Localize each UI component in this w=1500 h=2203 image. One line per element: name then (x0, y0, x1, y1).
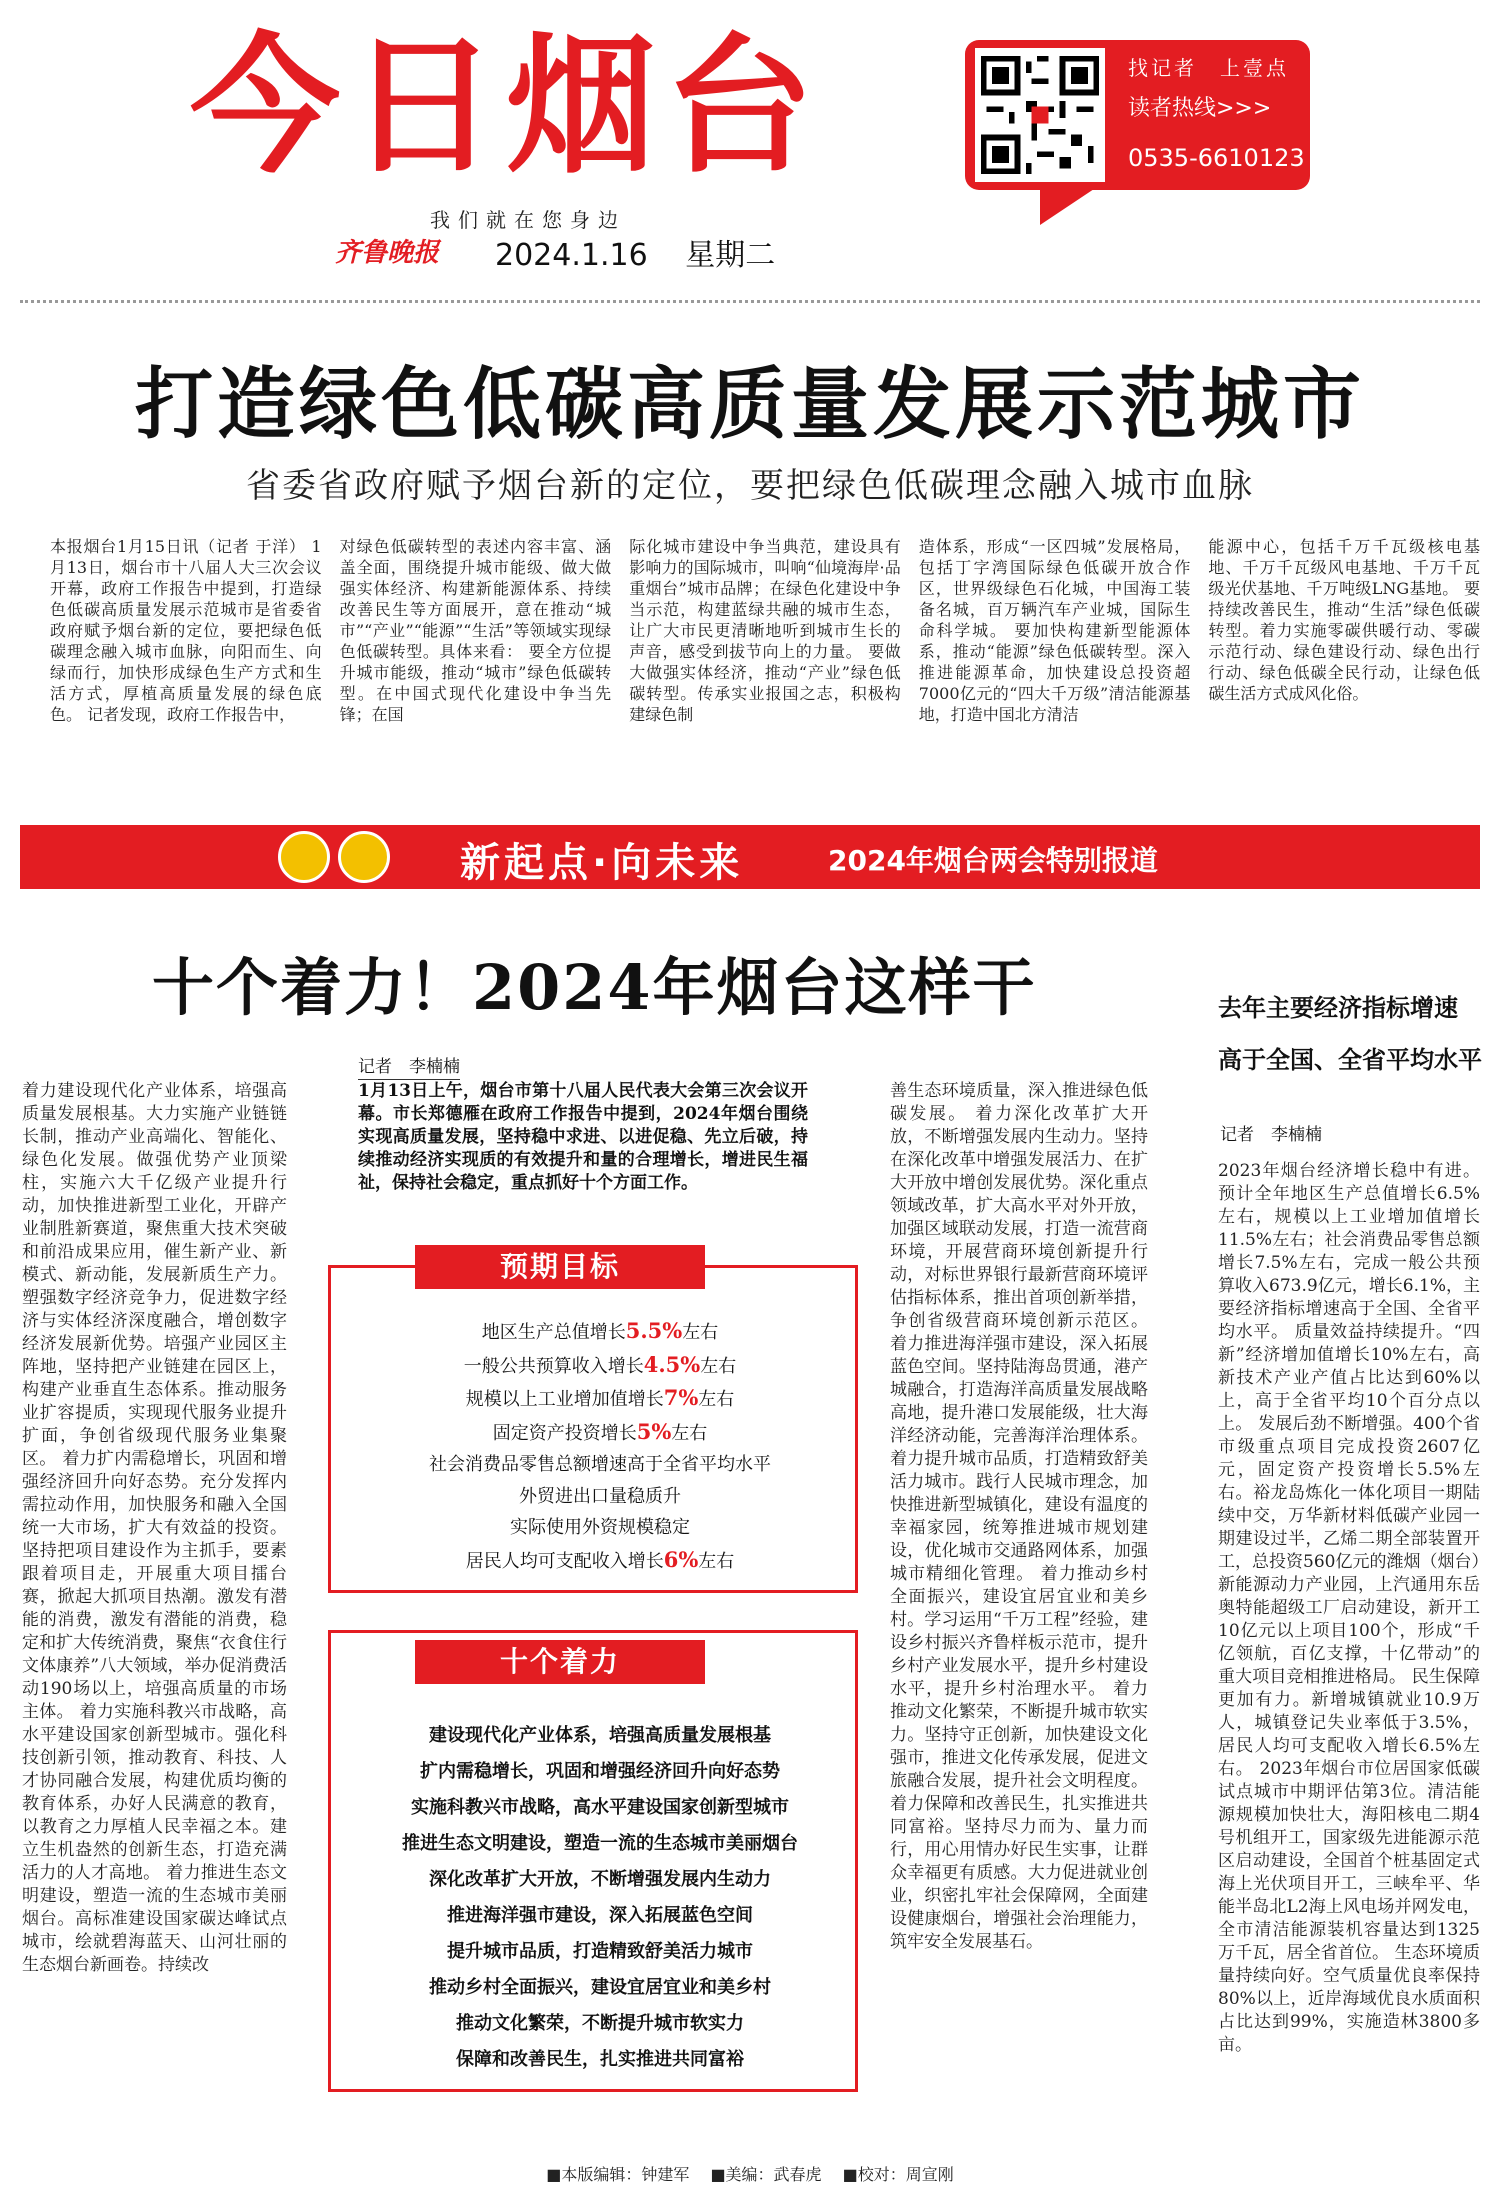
reader-hotline (1128, 52, 1305, 172)
focus-item: 深化改革扩大开放，不断增强发展内生动力 (429, 1869, 771, 1890)
side-article-title (1218, 982, 1482, 1086)
goal-label: 居民人均可支配收入增长 (465, 1550, 664, 1572)
focus-item: 提升城市品质，打造精致舒美活力城市 (447, 1941, 753, 1962)
cppcc-emblem-icon (338, 831, 390, 883)
goal-figure: 4.5% (643, 1351, 701, 1377)
goal-item (350, 1512, 850, 1544)
focus-box-title: 十个着力 (415, 1640, 705, 1684)
feature-left-column: 着力建设现代化产业体系，培强高质量发展根基。大力实施产业链链长制，推动产业高端化、智能化、绿色化发展。做强优势产业顶梁柱，实施六大千亿级产业提升行动，加快推进新型工业化，开辟产业制胜新赛道，聚焦重大技术突破和前沿成果应用，催生新产业、新模式、新动能，发展新质生产力。塑强数字经济竞争力，促进数字经济与实体经济深度融合，增创数字经济发展新优势。培强产业园区主阵地，坚持把产业链建在园区上，构建产业垂直生态体系。推动服务业扩容提质，实现现代服务业提升扩面，争创省级现代服务业集聚区。 着力扩内需稳增长，巩固和增强经济回升向好态势。充分发挥内需拉动作用，加快服务和融入全国统一大市场，扩大有效益的投资。坚持把项目建设作为主抓手，要素跟着项目走，开展重大项目擂台赛，掀起大抓项目热潮。激发有潜能的消费，激发有潜能的消费，稳定和扩大传统消费，聚焦“衣食住行文体康养”八大领域，举办促消费活动190场以上，培强高质量的市场主体。 着力实施科教兴市战略，高水平建设国家创新型城市。强化科技创新引领，推动教育、科技、人才协同融合发展，构建优质均衡的教育体系，办好人民满意的教育，以教育之力厚植人民幸福之本。建立生机盎然的创新生态，打造充满活力的人才高地。 着力推进生态文明建设，塑造一流的生态城市美丽烟台。高标准建设国家碳达峰试点城市，绘就碧海蓝天、山河壮丽的生态烟台新画卷。持续改 (22, 1081, 287, 1975)
article-column: 对绿色低碳转型的表述内容丰富、涵盖全面，围绕提升城市能级、做大做强实体经济、构建新能源体系、持续改善民生等方面展开，意在推动“城市”“产业”“能源”“生活”等领域实现绿色低碳转型。具体来看： 要全方位提升城市能级，推动“城市”绿色低碳转型。在中国式现代化建设中争当先锋；在国 (339, 537, 612, 724)
feature-headline: 十个着力！2024年烟台这样干 (152, 951, 1037, 1024)
focus-item: 实施科教兴市战略，高水平建设国家创新型城市 (411, 1797, 789, 1818)
masthead-divider (20, 300, 1480, 303)
side-article-byline: 记者 李楠楠 (1220, 1125, 1322, 1145)
headline: 打造绿色低碳高质量发展示范城市 (134, 359, 1365, 450)
issue-date: 2024.1.16 (495, 238, 648, 273)
focus-item: 推进生态文明建设，塑造一流的生态城市美丽烟台 (402, 1833, 798, 1854)
slogan: 我们就在您身边 (430, 208, 626, 232)
goal-label: 规模以上工业增加值增长 (465, 1389, 664, 1410)
focus-item: 推动乡村全面振兴，建设宜居宜业和美乡村 (429, 1977, 771, 1998)
goal-figure: 7% (663, 1385, 699, 1410)
focus-list (350, 1718, 850, 2078)
side-title-line: 高于全国、全省平均水平 (1218, 1045, 1482, 1074)
goal-label: 一般公共预算收入增长 (463, 1355, 644, 1377)
page-credits (0, 2162, 1500, 2185)
issue-weekday: 星期二 (685, 238, 776, 273)
feature-lead: 1月13日上午，烟台市第十八届人民代表大会第三次会议开幕。市长郑德雁在政府工作报告中提到，2024年烟台围绕实现高质量发展，坚持稳中求进、以进促稳、先立后破，持续推动经济实现质的有效提升和量的合理增长，增进民生福祉，保持社会稳定，重点抓好十个方面工作。 (358, 1081, 808, 1193)
goal-item (350, 1349, 850, 1383)
hotline-panel-tail (1040, 185, 1100, 225)
goal-item (350, 1481, 850, 1513)
goal-item (350, 1382, 850, 1416)
goal-figure: 5.5% (625, 1318, 683, 1343)
subheadline: 省委省政府赋予烟台新的定位，要把绿色低碳理念融入城市血脉 (246, 466, 1254, 506)
feature-mid-column: 善生态环境质量，深入推进绿色低碳发展。 着力深化改革扩大开放，不断增强发展内生动力。坚持在深化改革中增强发展活力、在扩大开放中增创发展优势。深化重点领域改革，扩大高水平对外开放，加强区域联动发展，打造一流营商环境，开展营商环境创新提升行动，对标世界银行最新营商环境评估指标体系，推出首项创新举措，争创省级营商环境创新示范区。 着力推进海洋强市建设，深入拓展蓝色空间。坚持陆海岛贯通，港产城融合，打造海洋高质量发展战略高地，提升港口发展能级，壮大海洋经济动能，完善海洋治理体系。 着力提升城市品质，打造精致舒美活力城市。践行人民城市理念，加快推进新型城镇化，建设有温度的幸福家园，统筹推进城市规划建设，优化城市交通路网体系，加强城市精细化管理。 着力推动乡村全面振兴，建设宜居宜业和美乡村。学习运用“千万工程”经验，建设乡村振兴齐鲁样板示范市，提升乡村产业发展水平，提升乡村建设水平，提升乡村治理水平。 着力推动文化繁荣，不断提升城市软实力。坚持守正创新，加快建设文化强市，推进文化传承发展，促进文旅融合发展，提升社会文明程度。 着力保障和改善民生，扎实推进共同富裕。坚持尽力而为、量力而行，用心用情办好民生实事，让群众幸福更有质感。大力促进就业创业，织密扎牢社会保障网，全面建设健康烟台，增强社会治理能力，筑牢安全发展基石。 (890, 1081, 1148, 1952)
goal-item (350, 1449, 850, 1481)
focus-item: 推进海洋强市建设，深入拓展蓝色空间 (447, 1905, 753, 1926)
national-emblem-icon (278, 831, 330, 883)
goal-item (350, 1416, 850, 1450)
paper-name: 齐鲁晚报 (335, 238, 440, 268)
banner-title: 新起点·向未来 (460, 840, 744, 886)
section-banner (20, 825, 1480, 889)
masthead (0, 0, 1500, 300)
goal-suffix: 左右 (671, 1422, 708, 1444)
goal-label: 固定资产投资增长 (492, 1422, 637, 1444)
goals-list (350, 1315, 850, 1577)
side-title-line: 去年主要经济指标增速 (1218, 993, 1458, 1022)
newspaper-logo: 今日烟台 (190, 20, 823, 194)
goal-suffix: 左右 (698, 1389, 735, 1410)
goal-label: 社会消费品零售总额增速高于全省平均水平 (429, 1454, 771, 1475)
credit-editor: ■本版编辑：钟建军 (546, 2165, 690, 2184)
goal-figure: 5% (636, 1418, 672, 1444)
banner-subtitle: 2024年烟台两会特别报道 (828, 844, 1158, 877)
focus-item: 扩内需稳增长，巩固和增强经济回升向好态势 (420, 1761, 780, 1782)
goal-label: 地区生产总值增长 (481, 1322, 626, 1343)
article-column: 能源中心，包括千万千瓦级核电基地、千万千瓦级风电基地、千万千瓦级光伏基地、千万吨级LNG基地。 要持续改善民生，推动“生活”绿色低碳转型。着力实施零碳供暖行动、零碳示范行动、绿色建设行动、绿色出行行动、绿色低碳全民行动，让绿色低碳生活方式成风化俗。 (1208, 537, 1480, 703)
goal-item (350, 1544, 850, 1578)
goal-suffix: 左右 (682, 1322, 719, 1343)
goal-label: 外贸进出口量稳质升 (519, 1485, 681, 1507)
focus-item: 建设现代化产业体系，培强高质量发展根基 (429, 1725, 771, 1746)
focus-item: 保障和改善民生，扎实推进共同富裕 (456, 2049, 744, 2070)
hotline-phone[interactable]: 0535-6610123 (1128, 144, 1305, 172)
goal-suffix: 左右 (698, 1550, 735, 1572)
article-column: 造体系，形成“一区四城”发展格局，包括丁字湾国际绿色低碳开放合作区，世界级绿色石化城，中国海工装备名城，百万辆汽车产业城，国际生命科学城。 要加快构建新型能源体系，推动“能源”绿色低碳转型。深入推进能源革命，加快建设总投资超7000亿元的“四大千万级”清洁能源基地，打造中国北方清洁 (918, 537, 1191, 724)
credit-designer: ■美编：武春虎 (710, 2165, 822, 2184)
hotline-label: 读者热线>>> (1128, 96, 1272, 121)
qr-code-icon[interactable] (975, 48, 1105, 182)
top-article (50, 536, 1480, 768)
feature-byline: 记者 李楠楠 (358, 1052, 460, 1080)
contact-line: 找记者 上壹点 (1128, 56, 1289, 80)
side-article-body: 2023年烟台经济增长稳中有进。预计全年地区生产总值增长6.5%左右，规模以上工业增加值增长11.5%左右；社会消费品零售总额增长7.5%左右，完成一般公共预算收入673.9亿元，增长6.1%，主要经济指标增速高于全国、全省平均水平。 质量效益持续提升。“四新”经济增加值增长10%左右，高新技术产业产值占比达到60%以上，高于全省平均10个百分点以上。 发展后劲不断增强。400个省市级重点项目完成投资2607亿元，固定资产投资增长5.5%左右。裕龙岛炼化一体化项目一期陆续中交，万华新材料低碳产业园一期建设过半，乙烯二期全部装置开工，总投资560亿元的潍烟（烟台）新能源动力产业园，上汽通用东岳奥特能超级工厂启动建设，新开工10亿元以上项目100个，形成“千亿领航，百亿支撑，十亿带动”的重大项目竞相推进格局。 民生保障更加有力。新增城镇就业10.9万人，城镇登记失业率低于3.5%，居民人均可支配收入增长6.5%左右。 2023年烟台市位居国家低碳试点城市中期评估第3位。清洁能源规模加快壮大，海阳核电二期4号机组开工，国家级先进能源示范区启动建设，全国首个桩基固定式海上光伏项目开工，三峡牟平、华能半岛北L2海上风电场并网发电，全市清洁能源装机容量达到1325万千瓦，居全省首位。 生态环境质量持续向好。空气质量优良率保持80%以上，近岸海域优良水质面积占比达到99%，实施造林3800多亩。 (1218, 1161, 1480, 2055)
goal-suffix: 左右 (700, 1355, 737, 1377)
goal-figure: 6% (663, 1546, 699, 1572)
credit-proofreader: ■校对：周宣刚 (842, 2165, 954, 2184)
article-column: 本报烟台1月15日讯（记者 于洋） 1月13日，烟台市十八届人大三次会议开幕，政府工作报告中提到，打造绿色低碳高质量发展示范城市是省委省政府赋予烟台新的定位，要把绿色低碳理念融入城市血脉，向阳而生、向绿而行，加快形成绿色生产方式和生活方式，厚植高质量发展的绿色底色。 记者发现，政府工作报告中， (50, 537, 322, 724)
goal-label: 实际使用外资规模稳定 (510, 1517, 690, 1538)
focus-item: 推动文化繁荣，不断提升城市软实力 (456, 2013, 744, 2034)
issue-date-line (495, 230, 803, 274)
article-column: 际化城市建设中争当典范，建设具有影响力的国际城市，叫响“仙境海岸·品重烟台”城市品牌；在绿色化建设中争当示范，构建蓝绿共融的城市生态，让广大市民更清晰地听到城市生长的声音，感受到拔节向上的力量。 要做大做强实体经济，推动“产业”绿色低碳转型。传承实业报国之志，积极构建绿色制 (629, 537, 901, 724)
goal-item (350, 1315, 850, 1349)
goals-box-title: 预期目标 (415, 1245, 705, 1289)
